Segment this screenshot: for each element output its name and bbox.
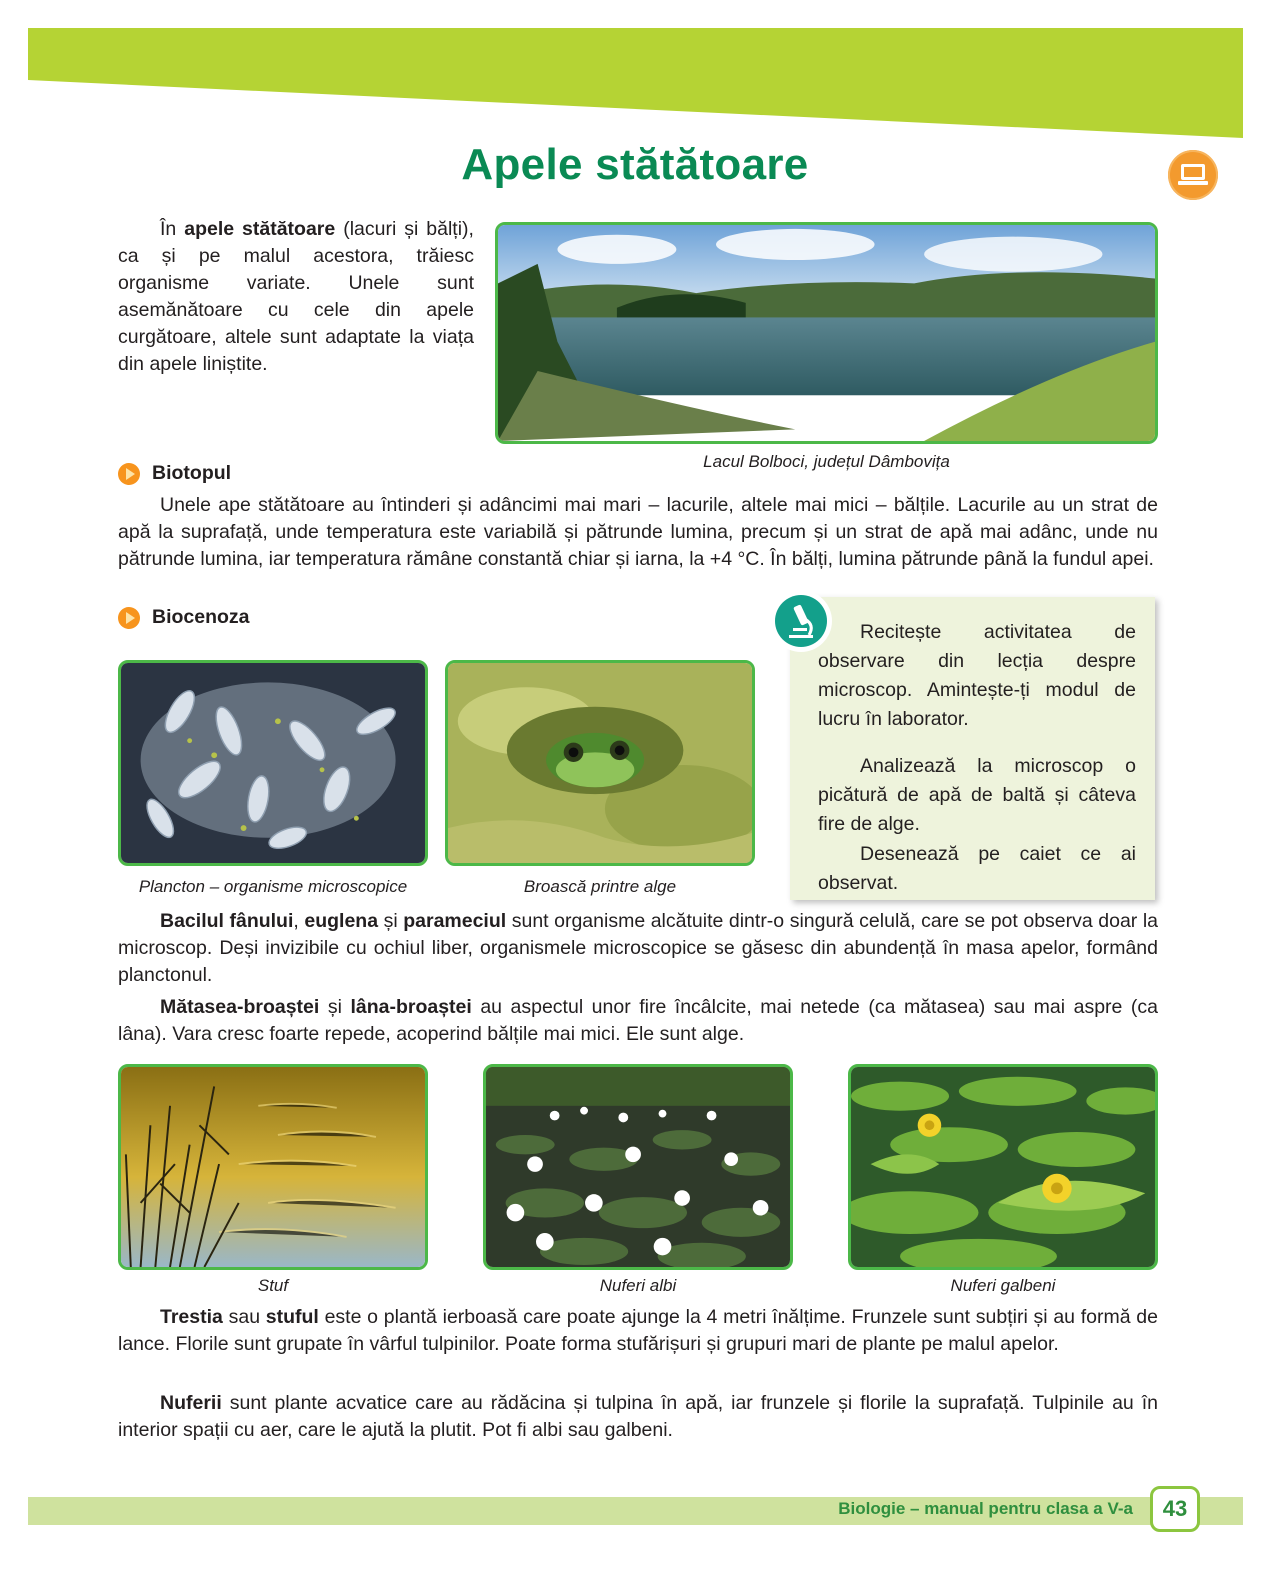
bullet-arrow-icon <box>118 463 140 485</box>
activity-text-2: Analizează la microscop o picătură de apă de baltă și câteva fire de alge. <box>818 755 1136 835</box>
lake-photo <box>495 222 1158 444</box>
biotop-paragraph: Unele ape stătătoare au întinderi și adâncimi mai mari – lacurile, altele mai mici – bălțile. Lacurile au un strat de apă la suprafață, unde temperatura este variabilă și pătrunde lumina, precum și un strat de apă mai adânc, unde nu pătrunde lumina, iar temperatura rămâne constantă chiar și iarna, la +4 °C. În bălți, lumina pătrunde până la fundul apei. <box>118 494 1158 570</box>
plancton-photo <box>118 660 428 866</box>
top-banner <box>0 0 1270 150</box>
alge-paragraph: Mătasea-broaștei și lâna-broaștei au aspectul unor fire încâlcite, mai netede (ca mătasea) sau mai aspre (ca lâna). Vara cresc foarte repede, acoperind bălțile mai mici. Ele sunt alge. <box>118 996 1158 1045</box>
footer-text: Biologie – manual pentru clasa a V-a <box>838 1499 1133 1518</box>
computer-icon <box>1168 150 1218 200</box>
stuf-photo <box>118 1064 428 1270</box>
nuferi-galbeni-photo <box>848 1064 1158 1270</box>
biocenoza-heading-label: Biocenoza <box>152 606 250 628</box>
frog-caption: Broască printre alge <box>523 877 677 896</box>
stuf-paragraph: Trestia sau stuful este o plantă ierboasă care poate ajunge la 4 metri înălțime. Frunzele sunt subțiri și au formă de lance. Florile sunt grupate în vârful tulpinilor. Poate forma stufărișuri și grupuri mari de plante pe malul apelor. <box>118 1306 1158 1355</box>
page-title: Apele stătătoare <box>461 140 809 189</box>
stuf-caption: Stuf <box>257 1276 289 1295</box>
frog-photo <box>445 660 755 866</box>
biotop-heading-label: Biotopul <box>152 462 232 484</box>
biocenoza-heading <box>118 606 250 629</box>
plancton-paragraph: Bacilul fânului, euglena și parameciul sunt organisme alcătuite dintr-o singură celulă, care se pot observa doar la microscop. Deși invizibile cu ochiul liber, organismele microscopice se găsesc din abundență în masa apelor, formând planctonul. <box>118 910 1159 986</box>
lake-caption: Lacul Bolboci, județul Dâmbovița <box>703 452 950 471</box>
nuferi-albi-caption: Nuferi albi <box>599 1276 677 1295</box>
biotop-heading <box>118 462 231 485</box>
activity-text-1: Recitește activitatea de observare din lecția despre microscop. Amintește-ți modul de lucru în laborator. <box>818 621 1136 730</box>
nuferi-paragraph: Nuferii sunt plante acvatice care au rădăcina și tulpina în apă, iar frunzele și florile la suprafață. Tulpinile au în interior spații cu aer, care le ajută la plutit. Pot fi albi sau galbeni. <box>118 1392 1158 1441</box>
bullet-arrow-icon <box>118 607 140 629</box>
nuferi-albi-photo <box>483 1064 793 1270</box>
intro-paragraph: În apele stătătoare (lacuri și bălți), ca și pe malul acestora, trăiesc organisme variate. Unele sunt asemănătoare cu cele din apele curgătoare, altele sunt adaptate la viața din apele liniștite. <box>118 218 474 375</box>
page-number: 43 <box>1150 1486 1200 1532</box>
nuferi-galbeni-caption: Nuferi galbeni <box>950 1276 1056 1295</box>
plancton-caption: Plancton – organisme microscopice <box>138 877 408 896</box>
activity-text-3: Desenează pe caiet ce ai observat. <box>818 843 1136 894</box>
